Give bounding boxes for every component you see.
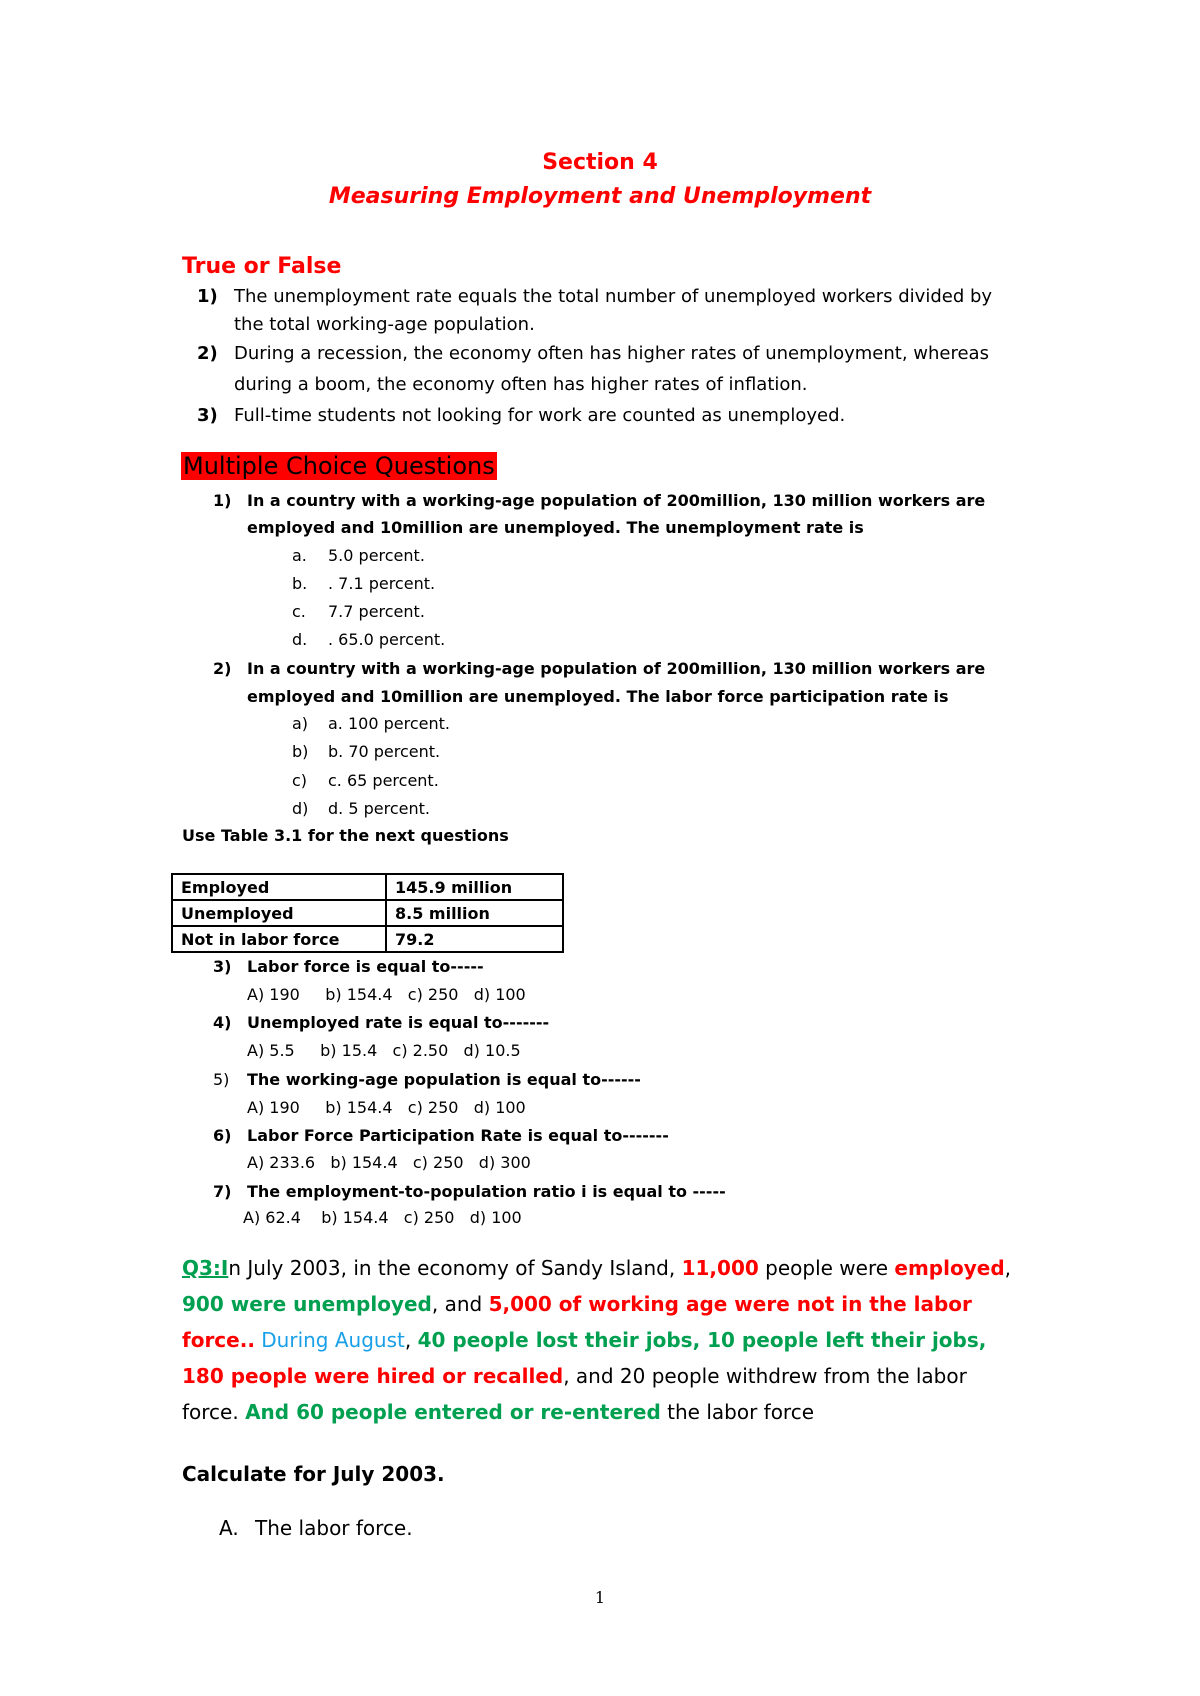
table-row [172,874,563,900]
mcq-question: Labor force is equal to----- [247,957,484,976]
q3-lost-left-jobs: 40 people lost their jobs, 10 people left their jobs, [417,1328,987,1352]
mcq-question: Unemployed rate is equal to------- [247,1013,550,1032]
q3-text: , and 20 people withdrew from the labor force. [182,1364,967,1424]
option-letter: a. [292,546,307,565]
option-letter: b) [292,742,309,761]
table-3-1 [171,873,564,953]
mcq-number: 1) [213,491,232,510]
tf-item-text: the total working-age population. [234,314,535,335]
mcq-question: In a country with a working-age population of 200million, 130 million workers are [247,659,986,678]
q3-text: n July 2003, in the economy of Sandy Island, [228,1256,682,1280]
mcq-number: 7) [213,1182,232,1201]
table-cell: Unemployed [172,900,386,926]
mcq-number: 4) [213,1013,232,1032]
calculate-heading: Calculate for July 2003. [182,1462,445,1486]
q3-entered: And 60 people entered or re-entered [245,1400,661,1424]
calc-item-letter: A. [219,1516,239,1540]
q3-text: , [404,1328,418,1352]
tf-item-text: Full-time students not looking for work are counted as unemployed. [234,405,846,426]
tf-item-number: 2) [197,343,218,364]
tf-item-number: 3) [197,405,218,426]
option-text: 5.0 percent. [328,546,425,565]
tf-item-text: during a boom, the economy often has higher rates of inflation. [234,374,808,395]
option-letter: d. [292,630,308,649]
mcq-answers: A) 62.4 b) 154.4 c) 250 d) 100 [243,1208,522,1227]
table-cell: 79.2 [386,926,563,952]
true-false-heading: True or False [182,254,342,279]
mcq-question: employed and 10million are unemployed. The labor force participation rate is [247,687,949,706]
mcq-number: 5) [213,1070,230,1089]
page-number: 1 [594,1588,606,1607]
mcq-answers: A) 5.5 b) 15.4 c) 2.50 d) 10.5 [247,1041,521,1060]
mcq-heading: Multiple Choice Questions [183,452,495,480]
mcq-question: employed and 10million are unemployed. The unemployment rate is [247,518,864,537]
mcq-answers: A) 190 b) 154.4 c) 250 d) 100 [247,985,526,1004]
mcq-heading-banner [181,452,497,480]
option-text: d. 5 percent. [328,799,430,818]
option-text: 7.7 percent. [328,602,425,621]
page-title: Measuring Employment and Unemployment [328,184,872,209]
q3-unemployed: 900 were unemployed [182,1292,432,1316]
option-text: a. 100 percent. [328,714,450,733]
option-letter: a) [292,714,309,733]
tf-item-text: The unemployment rate equals the total number of unemployed workers divided by [234,286,993,307]
option-text: b. 70 percent. [328,742,441,761]
table-cell: Employed [172,874,386,900]
mcq-question: Labor Force Participation Rate is equal to------- [247,1126,669,1145]
tf-item-text: During a recession, the economy often has higher rates of unemployment, whereas [234,343,989,364]
option-letter: c. [292,602,306,621]
q3-employed-word: employed [894,1256,1005,1280]
table-cell: Not in labor force [172,926,386,952]
q3-text: , and [431,1292,489,1316]
option-text: . 7.1 percent. [328,574,436,593]
option-letter: d) [292,799,309,818]
mcq-question: The employment-to-population ratio i is equal to ----- [247,1182,726,1201]
option-letter: c) [292,771,308,790]
mcq-answers: A) 190 b) 154.4 c) 250 d) 100 [247,1098,526,1117]
q3-label: Q3:I [182,1256,229,1280]
q3-during-august: During August [254,1328,405,1352]
table-intro: Use Table 3.1 for the next questions [182,826,509,845]
q3-employed-count: 11,000 [681,1256,759,1280]
q3-paragraph [182,1250,1022,1430]
option-text: c. 65 percent. [328,771,439,790]
q3-not-in-labor-force: 5,000 of working age were not in the labor force.. [182,1292,972,1352]
q3-hired-recalled: 180 people were hired or recalled [182,1364,564,1388]
option-text: . 65.0 percent. [328,630,446,649]
table-cell: 8.5 million [386,900,563,926]
tf-item-number: 1) [197,286,218,307]
mcq-number: 3) [213,957,232,976]
table-row [172,900,563,926]
q3-text: the labor force [660,1400,815,1424]
q3-text: , [1004,1256,1011,1280]
mcq-question: In a country with a working-age population of 200million, 130 million workers are [247,491,986,510]
mcq-number: 6) [213,1126,232,1145]
mcq-answers: A) 233.6 b) 154.4 c) 250 d) 300 [247,1153,531,1172]
mcq-question: The working-age population is equal to------ [247,1070,641,1089]
section-number: Section 4 [542,150,658,175]
option-letter: b. [292,574,308,593]
table-cell: 145.9 million [386,874,563,900]
q3-text: people were [758,1256,895,1280]
table-row [172,926,563,952]
calc-item-text: The labor force. [255,1516,413,1540]
mcq-number: 2) [213,659,232,678]
